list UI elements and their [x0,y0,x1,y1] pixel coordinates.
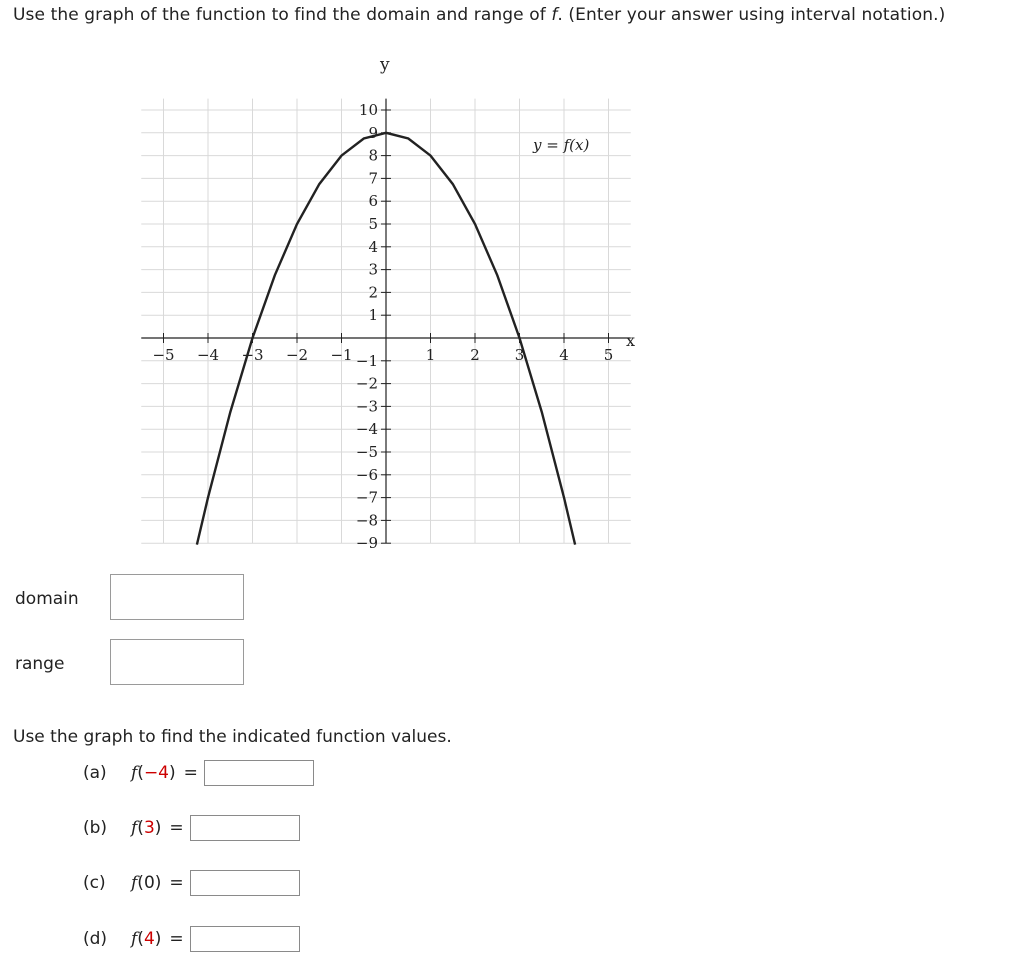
equals-sign: = [169,929,184,949]
x-tick-label: 3 [514,346,525,364]
x-tick-label: −4 [196,346,220,364]
f-3-input[interactable] [190,815,300,841]
x-tick-label: 2 [470,346,480,364]
range-label: range [15,654,65,674]
y-tick-label: 2 [368,283,378,302]
y-tick-label: −3 [355,397,378,416]
y-tick-label: 10 [358,101,378,119]
equals-sign: = [169,873,184,893]
tick-labels [152,101,613,552]
equals-sign: = [169,818,184,838]
y-tick-label: 4 [368,237,378,256]
y-axis-label: y [380,55,390,75]
function-graph [140,50,636,553]
x-tick-label: 5 [603,346,614,364]
y-tick-label: −2 [355,374,378,393]
x-tick-label: 1 [425,346,436,364]
x-tick-label: −1 [330,346,353,364]
part-label: (d) [83,929,108,949]
y-tick-label: 5 [368,215,378,233]
y-tick-label: 7 [368,169,378,188]
curve-label: y = f(x) [533,136,590,154]
y-tick-label: 6 [368,192,378,211]
y-tick-label: −1 [355,351,378,370]
domain-input[interactable] [110,574,244,620]
x-tick-label: −2 [285,346,309,364]
x-axis-label: x [626,331,636,350]
question-prompt [13,5,945,25]
y-tick-label: −7 [355,488,378,507]
f-0-input[interactable] [190,870,300,896]
prompt-function-name: f [551,5,558,25]
part-label: (a) [83,763,107,783]
function-name: f [131,873,138,893]
x-tick-label: −3 [241,346,264,364]
y-tick-label: −9 [355,534,378,553]
y-tick-label: −5 [355,443,378,461]
part-label: (b) [83,818,108,838]
y-tick-label: 3 [368,260,378,279]
function-value-row-d: (d) f ( 4 ) = [83,925,300,953]
x-tick-label: 4 [559,346,569,364]
function-values-instruction: Use the graph to find the indicated function values. [13,727,452,747]
y-tick-label: 9 [368,123,378,142]
domain-label: domain [15,589,79,609]
function-name: f [131,818,138,838]
part-label: (c) [83,873,106,893]
y-tick-label: −6 [355,465,378,484]
prompt-text-end: . (Enter your answer using interval notation.) [557,5,946,25]
function-argument: 4 [143,929,155,949]
y-tick-label: 1 [368,306,378,325]
f-4-input[interactable] [190,926,300,952]
y-tick-label: −8 [355,511,378,530]
y-tick-label: 8 [368,146,378,165]
function-argument: 3 [143,818,155,838]
prompt-text-start: Use the graph of the function to find the domain and range of [13,5,552,25]
function-value-row-a: (a) f ( −4 ) = [83,759,314,787]
y-tick-label: −4 [355,420,378,439]
f-neg4-input[interactable] [204,760,314,786]
function-value-row-c: (c) f ( 0 ) = [83,869,300,897]
equals-sign: = [183,763,198,783]
function-argument: −4 [143,763,169,783]
function-value-row-b: (b) f ( 3 ) = [83,814,300,842]
range-input[interactable] [110,639,244,685]
function-name: f [131,929,138,949]
function-argument: 0 [143,873,155,893]
function-name: f [131,763,138,783]
x-tick-label: −5 [152,346,175,364]
